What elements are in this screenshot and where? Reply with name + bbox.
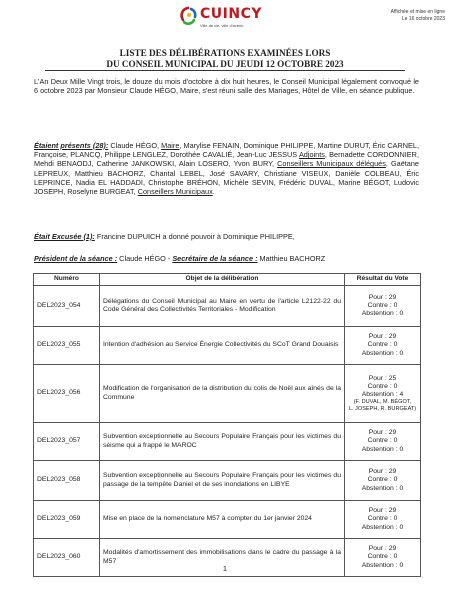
- delib-object: Subvention exceptionnelle au Secours Populaire Français pour les victimes du passage de la tempête Daniel et de ses inondations en LIBYE: [100, 461, 345, 501]
- delib-number: DEL2023_054: [34, 286, 100, 327]
- title-line-1: LISTE DES DÉLIBÉRATIONS EXAMINÉES LORS: [119, 48, 331, 58]
- table-row: [34, 461, 421, 501]
- vote-contre: Contre : 0: [367, 476, 398, 484]
- logo-mark-icon: [178, 6, 198, 26]
- vote-result: [345, 327, 421, 365]
- delib-number: DEL2023_059: [34, 501, 100, 539]
- document-title: [45, 48, 405, 70]
- vote-result: [345, 286, 421, 327]
- table-row: [34, 286, 421, 327]
- delib-object: Mise en place de la nomenclature M57 à compter du 1er janvier 2024: [100, 501, 345, 539]
- vote-pour: Pour : 29: [368, 333, 397, 341]
- delib-number: DEL2023_055: [34, 327, 100, 365]
- header-objet: Objet de la délibération: [100, 274, 345, 286]
- publication-stamp: [369, 9, 445, 23]
- delib-number: DEL2023_057: [34, 423, 100, 461]
- cuincy-logo: [178, 4, 264, 34]
- title-line-2: DU CONSEIL MUNICIPAL DU JEUDI 12 OCTOBRE 2023: [106, 59, 344, 69]
- vote-pour: Pour : 29: [368, 429, 397, 437]
- role-delegues: Conseillers Municipaux délégués: [277, 159, 386, 169]
- page-number: 1: [222, 564, 228, 573]
- delib-number: DEL2023_058: [34, 461, 100, 501]
- header-resultat: Résultat du Vote: [345, 274, 421, 286]
- excused-paragraph: [34, 232, 419, 241]
- table-row: [34, 501, 421, 539]
- secretary-label: Secrétaire de la séance :: [172, 254, 258, 263]
- title-underline: [45, 70, 405, 71]
- vote-abstention: Abstention : 0: [361, 445, 404, 453]
- vote-abstention: Abstention : 0: [361, 523, 404, 531]
- secretary-name: Matthieu BACHORZ: [257, 254, 326, 263]
- president-name: Claude HÉGO -: [117, 254, 173, 263]
- vote-abstention: Abstention : 0: [361, 349, 404, 357]
- stamp-line-1: Affichée et mise en ligne: [390, 9, 445, 15]
- vote-result: [345, 501, 421, 539]
- stamp-line-2: Le 16 octobre 2023: [401, 16, 445, 22]
- deliberations-table: [33, 273, 421, 577]
- abstention-names-1: (F. DUVAL, M. BÉGOT,: [353, 399, 412, 406]
- vote-abstention: Abstention : 0: [361, 484, 404, 492]
- abstention-names-2: L. JOSEPH, R. BURGEAT): [348, 405, 417, 412]
- delib-number: DEL2023_056: [34, 365, 100, 423]
- vote-contre: Contre : 0: [367, 301, 398, 309]
- delib-object: Modification de l'organisation de la distribution du colis de Noël aux aînés de la Commune: [100, 365, 345, 423]
- vote-pour: Pour : 25: [368, 374, 397, 382]
- vote-result: [345, 461, 421, 501]
- vote-contre: Contre : 0: [367, 553, 398, 561]
- role-conseillers: Conseillers Municipaux: [137, 187, 213, 197]
- vote-pour: Pour : 29: [368, 507, 397, 515]
- present-text-1: Claude HÉGO,: [108, 141, 162, 150]
- delib-object: Délégations du Conseil Municipal au Maire en vertu de l'article L2122-22 du Code Général des Collectivités Territoriales - Modification: [100, 286, 345, 327]
- header-numero: Numéro: [34, 274, 100, 286]
- vote-abstention: Abstention : 0: [361, 310, 404, 318]
- excused-text: Francine DUPUICH a donné pouvoir à Dominique PHILIPPE,: [94, 232, 295, 241]
- logo-wordmark: CUINCY: [200, 6, 262, 22]
- vote-contre: Contre : 0: [367, 437, 398, 445]
- intro-paragraph: L'An Deux Mille Vingt trois, le douze du mois d'octobre à dix huit heures, le Conseil Municipal légalement convoqué le 6 octobre 2023 par Monsieur Claude HÉGO, Maire, s'est réuni salle des Mariages, Hôtel de Ville, en séance publique.: [34, 77, 419, 96]
- delib-object: Subvention exceptionnelle au Secours Populaire Français pour les victimes du séisme qui a frappé le MAROC: [100, 423, 345, 461]
- president-label: Président de la séance :: [34, 254, 118, 263]
- present-text-4: , Gaëtane LEPREUX, Matthieu BACHORZ, Chantal LEBEL, José SAVARY, Christiane VISEUX, Danièle COLBEAU, Éric LEPRINCE, Nadia EL HADDADI, Christophe BRÉHON, Michèle SEVIN, Frédéric DUVAL, Marine BÉGOT, Ludovic JOSEPH, Roselyne BURGEAT,: [34, 159, 419, 197]
- vote-pour: Pour : 29: [368, 293, 397, 301]
- excused-label: Était Excusée (1):: [34, 232, 95, 241]
- vote-result: [345, 365, 421, 423]
- vote-contre: Contre : 0: [367, 515, 398, 523]
- vote-contre: Contre : 0: [367, 382, 398, 390]
- vote-pour: Pour : 29: [368, 545, 397, 553]
- table-row: [34, 423, 421, 461]
- role-adjoints: Adjoints: [298, 150, 325, 160]
- table-row: [34, 365, 421, 423]
- vote-abstention: Abstention : 0: [361, 561, 404, 569]
- present-members-paragraph: [34, 141, 419, 196]
- present-text-5: .: [212, 187, 215, 197]
- present-text-3: , Bernadette CORDONNIER, Mehdi BENAODJ, Catherine JANKOWSKI, Alain LOSERO, Yvon BURY,: [34, 150, 419, 169]
- table-row: [34, 327, 421, 365]
- logo-slogan: Ville de vie, ville d'avenir: [200, 23, 244, 28]
- delib-number: DEL2023_060: [34, 539, 100, 577]
- present-label: Étaient présents (28):: [34, 141, 109, 150]
- vote-result: [345, 423, 421, 461]
- vote-abstention: Abstention : 4: [361, 391, 404, 399]
- president-paragraph: [34, 254, 419, 263]
- vote-contre: Contre : 0: [367, 341, 398, 349]
- role-maire: Maire: [161, 141, 180, 150]
- table-header-row: [34, 274, 421, 286]
- vote-pour: Pour : 29: [368, 468, 397, 476]
- delib-object: Modalités d'amortissement des immobilisations dans le cadre du passage à la M57: [100, 539, 345, 577]
- present-text-2: , Marylise FENAIN, Dominique PHILIPPE, Martine DURUT, Éric CARNEL, Françoise, PLANCQ, Philippe LENGLEZ, Dorothée CAVALIÉ, Jean-Luc JESSUS: [34, 141, 419, 160]
- delib-object: Intention d'adhésion au Service Énergie Collectivités du SCoT Grand Douaisis: [100, 327, 345, 365]
